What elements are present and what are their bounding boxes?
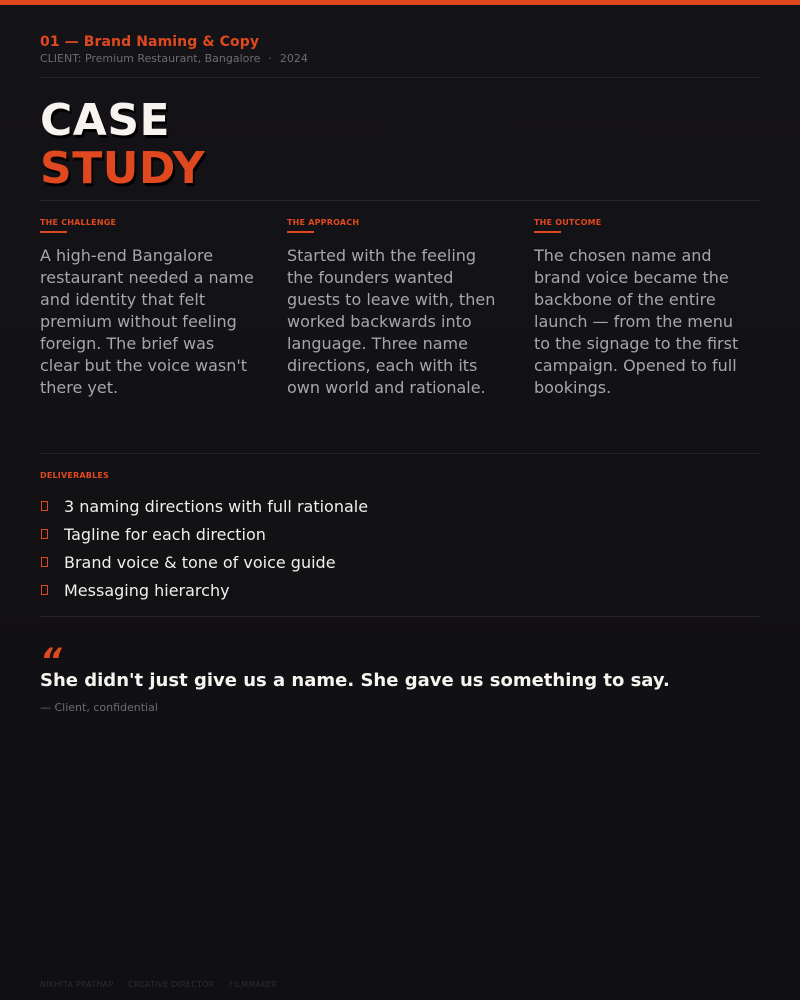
- footer-role: CREATIVE DIRECTOR: [128, 980, 215, 989]
- bullet-box-icon: [41, 585, 48, 595]
- list-item-text: Messaging hierarchy: [64, 580, 230, 600]
- project-year: 2024: [279, 52, 308, 65]
- footer-role: FILMMAKER: [229, 980, 278, 989]
- project-title: 01 — Brand Naming & Copy: [40, 34, 260, 50]
- hero-line-1: CASE: [40, 95, 171, 146]
- column-underline: [287, 231, 314, 233]
- column-body: The chosen name and brand voice became the backbone of the entire launch — from the menu to the signage to the first campaign. Opened to full bookings.: [534, 246, 739, 397]
- footer-separator: ·: [220, 980, 224, 989]
- column-label: THE CHALLENGE: [40, 218, 117, 227]
- footer-separator: ·: [119, 980, 123, 989]
- list-item-text: Brand voice & tone of voice guide: [64, 552, 336, 572]
- outcome-column: [534, 218, 749, 399]
- hero-line-2: STUDY: [40, 143, 206, 194]
- column-label: THE OUTCOME: [534, 218, 602, 227]
- column-label: THE APPROACH: [287, 218, 360, 227]
- bullet-box-icon: [41, 501, 48, 511]
- list-item: [40, 576, 760, 604]
- meta-separator: ·: [268, 52, 272, 65]
- bullet-box-icon: [41, 557, 48, 567]
- project-meta: [40, 52, 760, 65]
- column-body: A high-end Bangalore restaurant needed a name and identity that felt premium without feeling foreign. The brief was clear but the voice wasn't there yet.: [40, 246, 254, 397]
- divider: [40, 77, 760, 78]
- testimonial-attribution: — Client, confidential: [40, 701, 158, 714]
- deliverables-section: [40, 471, 760, 604]
- list-item-text: 3 naming directions with full rationale: [64, 496, 369, 516]
- deliverables-list: [40, 492, 760, 604]
- testimonial: [40, 646, 760, 714]
- footer: [40, 980, 277, 989]
- deliverables-label: DELIVERABLES: [40, 471, 110, 480]
- divider: [40, 616, 760, 617]
- hero-heading: [40, 97, 205, 193]
- divider: [40, 453, 760, 454]
- challenge-column: [40, 218, 255, 399]
- accent-top-bar: [0, 0, 800, 5]
- testimonial-quote: She didn't just give us a name. She gave us something to say.: [40, 670, 670, 691]
- footer-name: NIKHITA PRATHAP: [40, 980, 114, 989]
- quote-mark-icon: “: [40, 646, 62, 668]
- header: [40, 34, 760, 65]
- list-item: [40, 492, 760, 520]
- list-item: [40, 520, 760, 548]
- list-item-text: Tagline for each direction: [64, 524, 266, 544]
- client-label: CLIENT: Premium Restaurant, Bangalore: [40, 52, 261, 65]
- bullet-box-icon: [41, 529, 48, 539]
- column-underline: [534, 231, 561, 233]
- approach-column: [287, 218, 502, 399]
- list-item: [40, 548, 760, 576]
- divider: [40, 200, 760, 201]
- column-underline: [40, 231, 67, 233]
- column-body: Started with the feeling the founders wanted guests to leave with, then worked backwards into language. Three name directions, each with its own world and rationale.: [287, 246, 496, 397]
